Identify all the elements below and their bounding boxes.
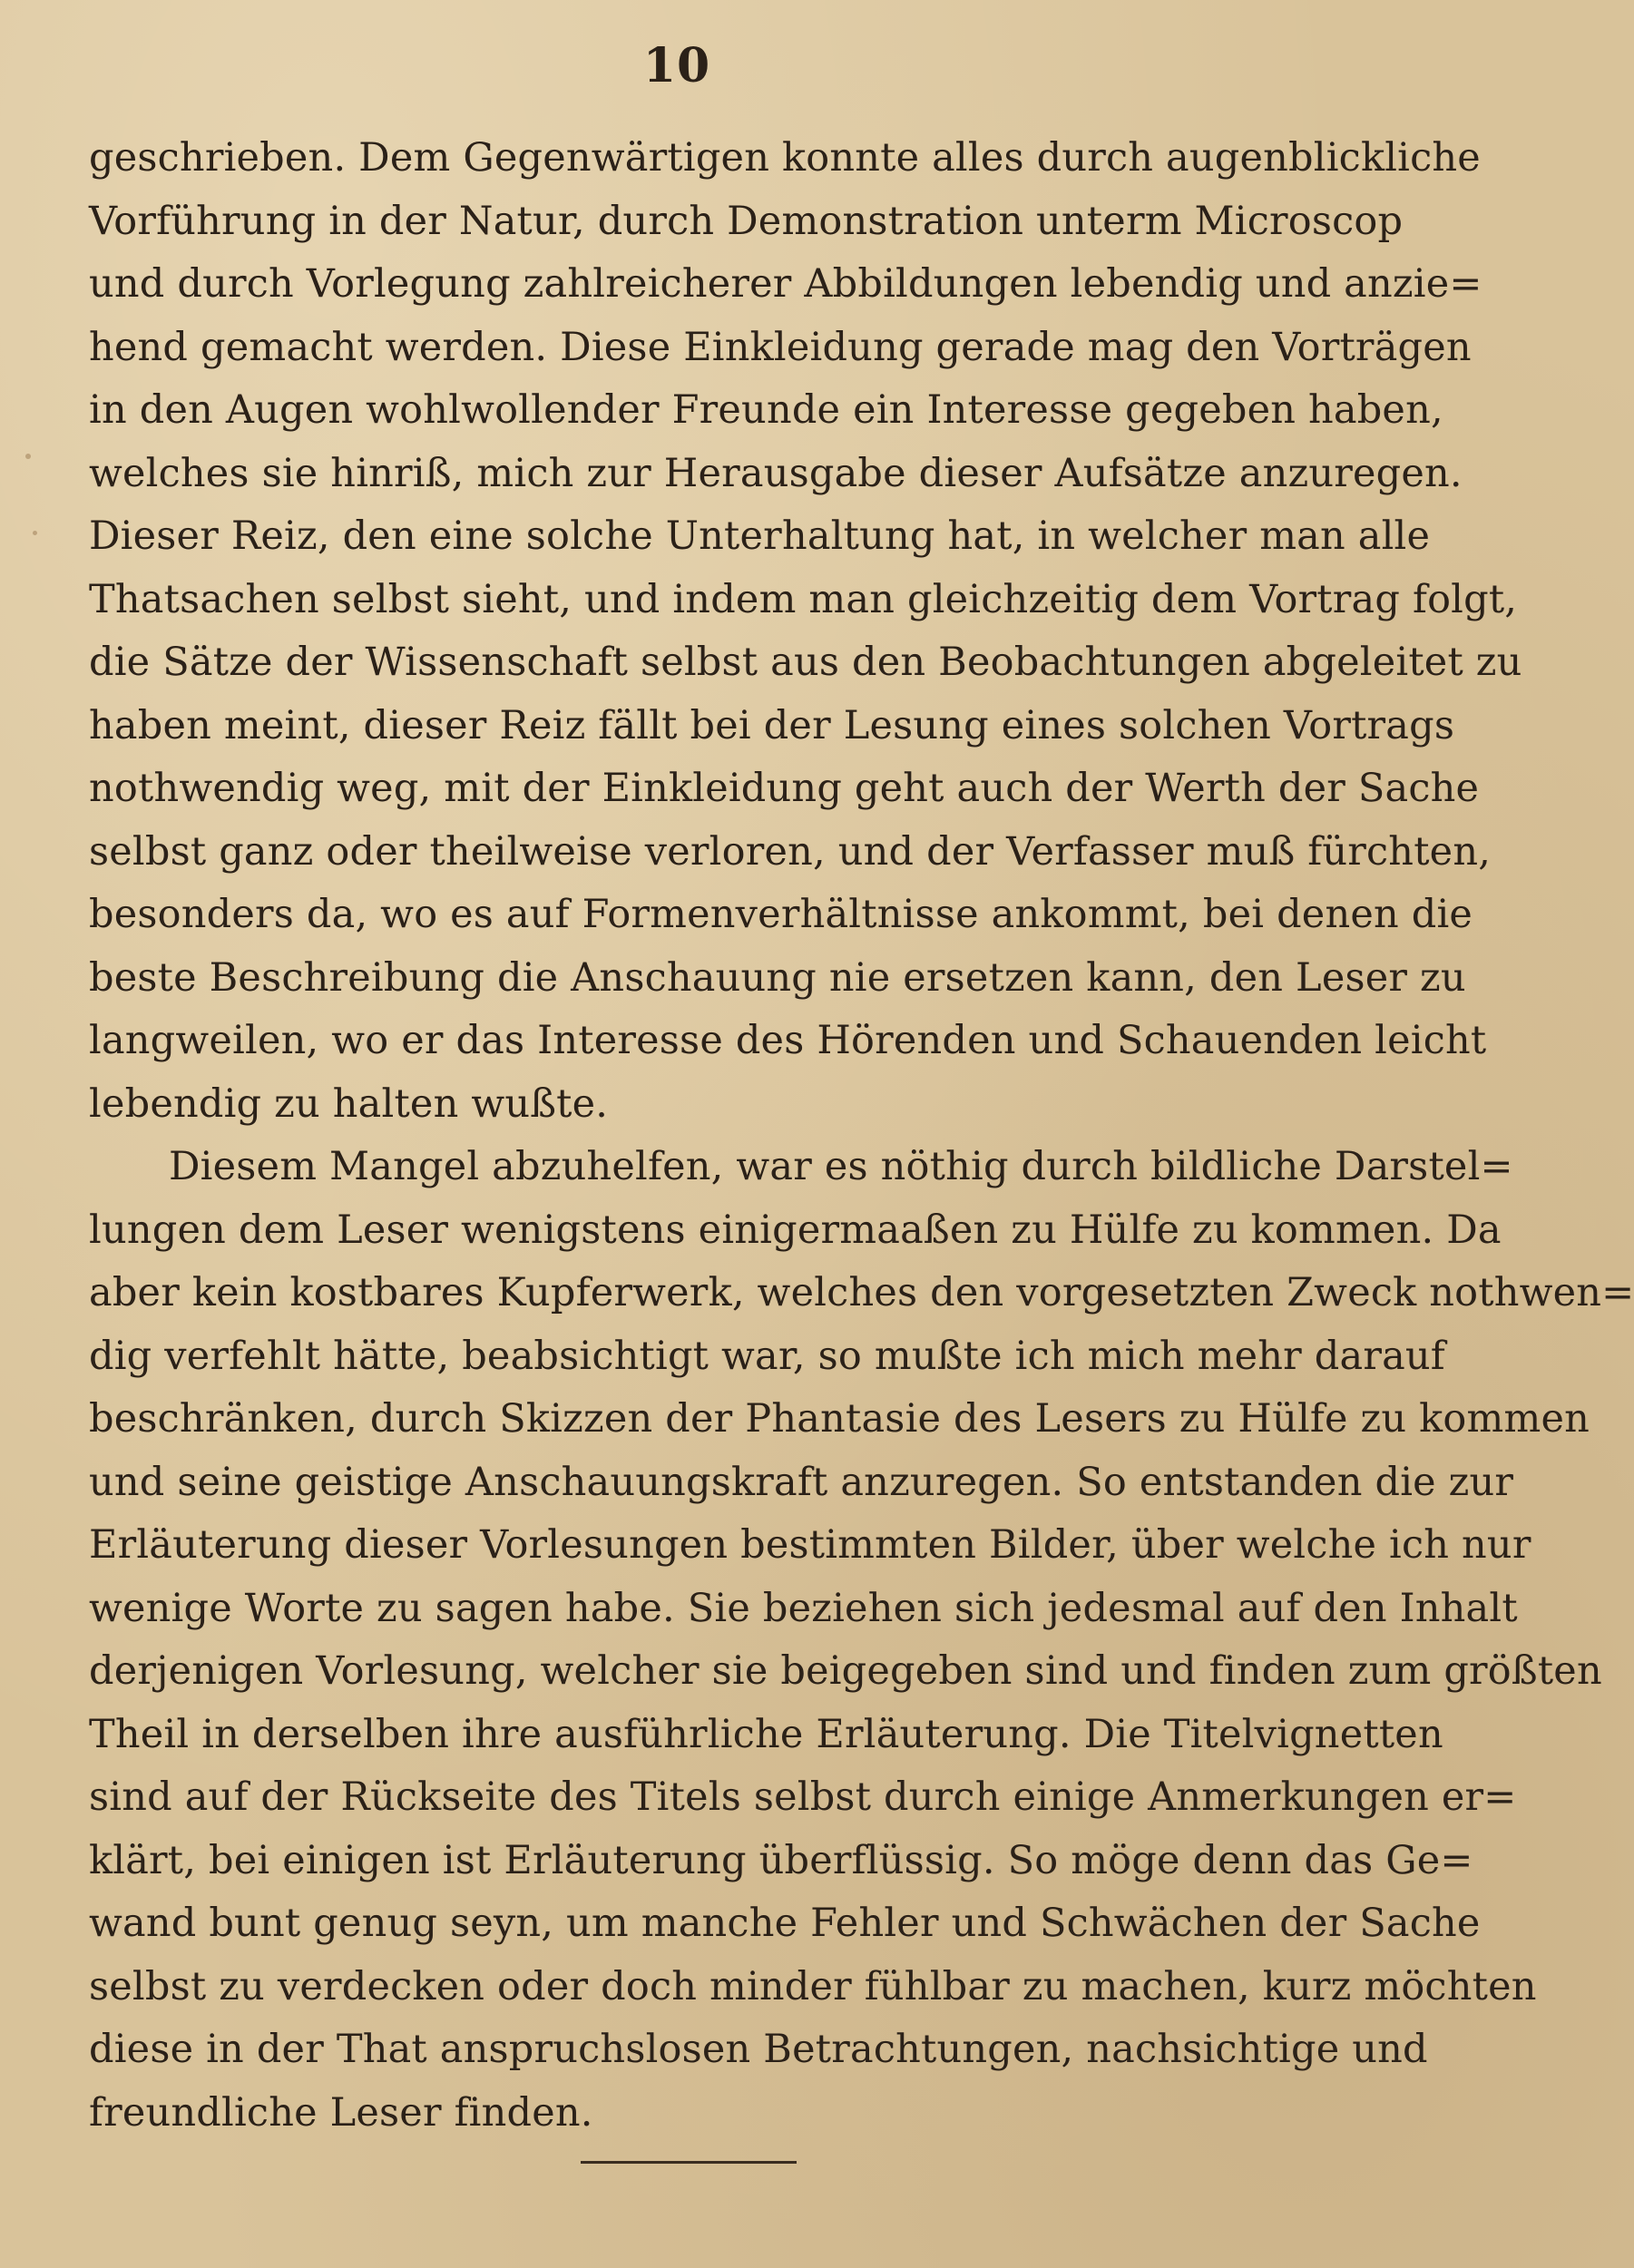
text-line: und seine geistige Anschauungskraft anzuregen. So entstanden die zur (89, 1459, 1514, 1505)
text-line: geschrieben. Dem Gegenwärtigen konnte alles durch augenblickliche (89, 135, 1481, 181)
page-number: 10 (642, 38, 711, 93)
text-line: beschränken, durch Skizzen der Phantasie des Lesers zu Hülfe zu kommen (89, 1396, 1590, 1442)
text-line: Diesem Mangel abzuhelfen, war es nöthig durch bildliche Darstel= (169, 1144, 1513, 1189)
text-line: derjenigen Vorlesung, welcher sie beigegeben sind und finden zum größten (89, 1648, 1602, 1694)
text-line: aber kein kostbares Kupferwerk, welches den vorgesetzten Zweck nothwen= (89, 1270, 1634, 1315)
text-line: selbst ganz oder theilweise verloren, und der Verfasser muß fürchten, (89, 828, 1492, 875)
text-line: Vorführung in der Natur, durch Demonstration unterm Microscop (89, 198, 1404, 244)
text-line: in den Augen wohlwollender Freunde ein Interesse gegeben haben, (89, 387, 1443, 433)
text-line: welches sie hinriß, mich zur Herausgabe dieser Aufsätze anzuregen. (89, 450, 1463, 496)
text-line: haben meint, dieser Reiz fällt bei der Lesung eines solchen Vortrags (89, 702, 1455, 748)
body-text (89, 127, 1634, 2145)
text-line: klärt, bei einigen ist Erläuterung überflüssig. So möge denn das Ge= (89, 1837, 1473, 1883)
paper-speck (25, 454, 31, 459)
text-line: die Sätze der Wissenschaft selbst aus den Beobachtungen abgeleitet zu (89, 640, 1522, 685)
text-line: lebendig zu halten wußte. (89, 1080, 609, 1127)
text-line: und durch Vorlegung zahlreicherer Abbildungen lebendig und anzie= (89, 261, 1482, 307)
text-line: diese in der That anspruchslosen Betrachtungen, nachsichtige und (89, 2027, 1428, 2072)
paper-speck (33, 531, 37, 535)
text-line: wenige Worte zu sagen habe. Sie beziehen sich jedesmal auf den Inhalt (89, 1585, 1518, 1631)
text-line: Theil in derselben ihre ausführliche Erläuterung. Die Titelvignetten (89, 1711, 1443, 1757)
text-line: dig verfehlt hätte, beabsichtigt war, so mußte ich mich mehr darauf (89, 1333, 1445, 1379)
text-line: besonders da, wo es auf Formenverhältnisse ankommt, bei denen die (89, 892, 1473, 937)
text-line: beste Beschreibung die Anschauung nie ersetzen kann, den Leser zu (89, 954, 1466, 1001)
text-line: Thatsachen selbst sieht, und indem man gleichzeitig dem Vortrag folgt, (89, 576, 1518, 622)
text-line: selbst zu verdecken oder doch minder fühlbar zu machen, kurz möchten (89, 1963, 1537, 2009)
text-line: nothwendig weg, mit der Einkleidung geht auch der Werth der Sache (89, 766, 1480, 811)
text-line: wand bunt genug seyn, um manche Fehler und Schwächen der Sache (89, 1901, 1481, 1946)
text-line: Erläuterung dieser Vorlesungen bestimmten Bilder, über welche ich nur (89, 1522, 1531, 1568)
text-line: langweilen, wo er das Interesse des Hörenden und Schauenden leicht (89, 1018, 1487, 1063)
text-line: hend gemacht werden. Diese Einkleidung gerade mag den Vorträgen (89, 324, 1472, 370)
text-line: sind auf der Rückseite des Titels selbst durch einige Anmerkungen er= (89, 1774, 1517, 1820)
text-line: lungen dem Leser wenigstens einigermaaßen zu Hülfe zu kommen. Da (89, 1207, 1502, 1253)
section-divider (581, 2161, 797, 2164)
text-line: Dieser Reiz, den eine solche Unterhaltung hat, in welcher man alle (89, 513, 1431, 559)
paper-speck (1287, 1987, 1290, 1990)
text-line: freundliche Leser finden. (89, 2089, 593, 2136)
